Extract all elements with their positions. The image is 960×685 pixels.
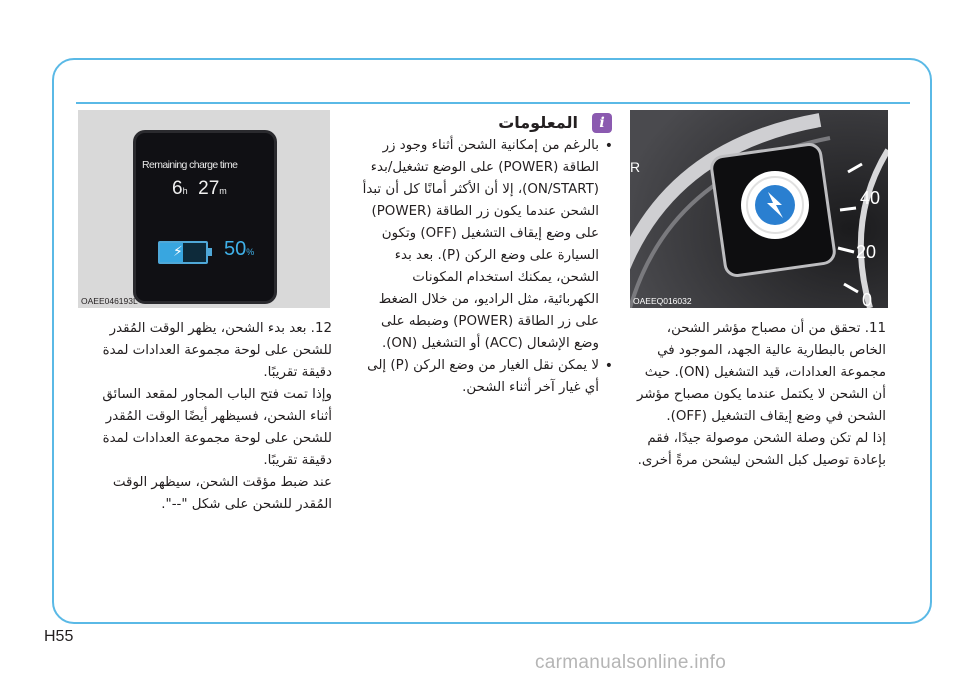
paragraph-reconnect: إذا لم تكن وصلة الشحن موصولة جيدًا، فقم بإعادة توصيل كبل الشحن ليشحن مرةً أخرى. [637, 431, 886, 468]
right-column-text [631, 318, 886, 472]
middle-column-text [355, 135, 613, 399]
remaining-time [172, 178, 227, 200]
gauge-number-20: 20 [856, 242, 877, 262]
top-divider [76, 102, 910, 104]
page-number: H55 [44, 628, 74, 645]
bullet-item: • بالرغم من إمكانية الشحن أثناء وجود زر الطاقة (POWER) على الوضع تشغيل/بدء (ON/START)، إلا أن الأكثر أمانًا كل أن تبدأ الشحن عندما يكون زر الطاقة (POWER) على وضع إيقاف التشغيل (OFF) وتكون السيارة على وضع الركن (P). بعد بدء الشحن، يمكنك استخدام المكونات الكهربائية، مثل الراديو، من خلال الضغط على زر الطاقة (POWER) وضبطه على وضع الإشعال (ACC) أو التشغيل (ON). [355, 135, 599, 355]
charging-indicator-image [630, 110, 888, 308]
left-column-text [78, 318, 332, 516]
info-icon: i [592, 113, 612, 133]
screen-title: Remaining charge time [142, 159, 238, 171]
hours-value: 6 [172, 178, 183, 199]
heading-text: المعلومات [498, 113, 578, 132]
hours-unit: h [182, 186, 188, 196]
battery-icon [158, 241, 208, 264]
gauge-graphic [630, 110, 888, 308]
gauge-number-40: 40 [860, 188, 881, 208]
charging-bolt-icon: ⚡ [173, 244, 183, 260]
bullet-item: • لا يمكن نقل الغيار من وضع الركن (P) إلى أي غيار آخر أثناء الشحن. [355, 355, 599, 399]
image-code: OAEE046193L [81, 296, 138, 306]
gauge-number-0: 0 [862, 290, 873, 308]
cluster-screen [133, 130, 277, 304]
paragraph-door: وإذا تمت فتح الباب المجاور لمقعد السائق أثناء الشحن، فسيظهر أيضًا الوقت المُقدر للشحن على لوحة مجموعة العدادات لمدة دقيقة تقريبًا. [102, 387, 332, 468]
paragraph-timer: عند ضبط مؤقت الشحن، سيظهر الوقت المُقدر للشحن على شكل "--". [112, 475, 332, 512]
watermark: carmanualsonline.info [535, 652, 727, 673]
paragraph-12: 12. بعد بدء الشحن، يظهر الوقت المُقدر للشحن على لوحة مجموعة العدادات لمدة دقيقة تقريبًا. [102, 321, 332, 380]
charge-time-image [78, 110, 330, 308]
charge-indicator-lamp [710, 143, 836, 277]
gauge-letter: R [630, 159, 641, 175]
paragraph-11: 11. تحقق من أن مصباح مؤشر الشحن، الخاص بالبطارية عالية الجهد، الموجود في مجموعة العدادات، قيد التشغيل (ON). حيث أن الشحن لا يكتمل عندما يكون مصباح مؤشر الشحن في وضع إيقاف التشغيل (OFF). [636, 321, 886, 424]
image-code: OAEEQ016032 [633, 296, 692, 306]
minutes-unit: m [219, 186, 227, 196]
percent-unit: % [246, 247, 255, 257]
minutes-value: 27 [198, 178, 220, 199]
info-bullets [355, 135, 613, 399]
percent-value: 50 [224, 238, 247, 260]
charge-percent [224, 238, 254, 261]
